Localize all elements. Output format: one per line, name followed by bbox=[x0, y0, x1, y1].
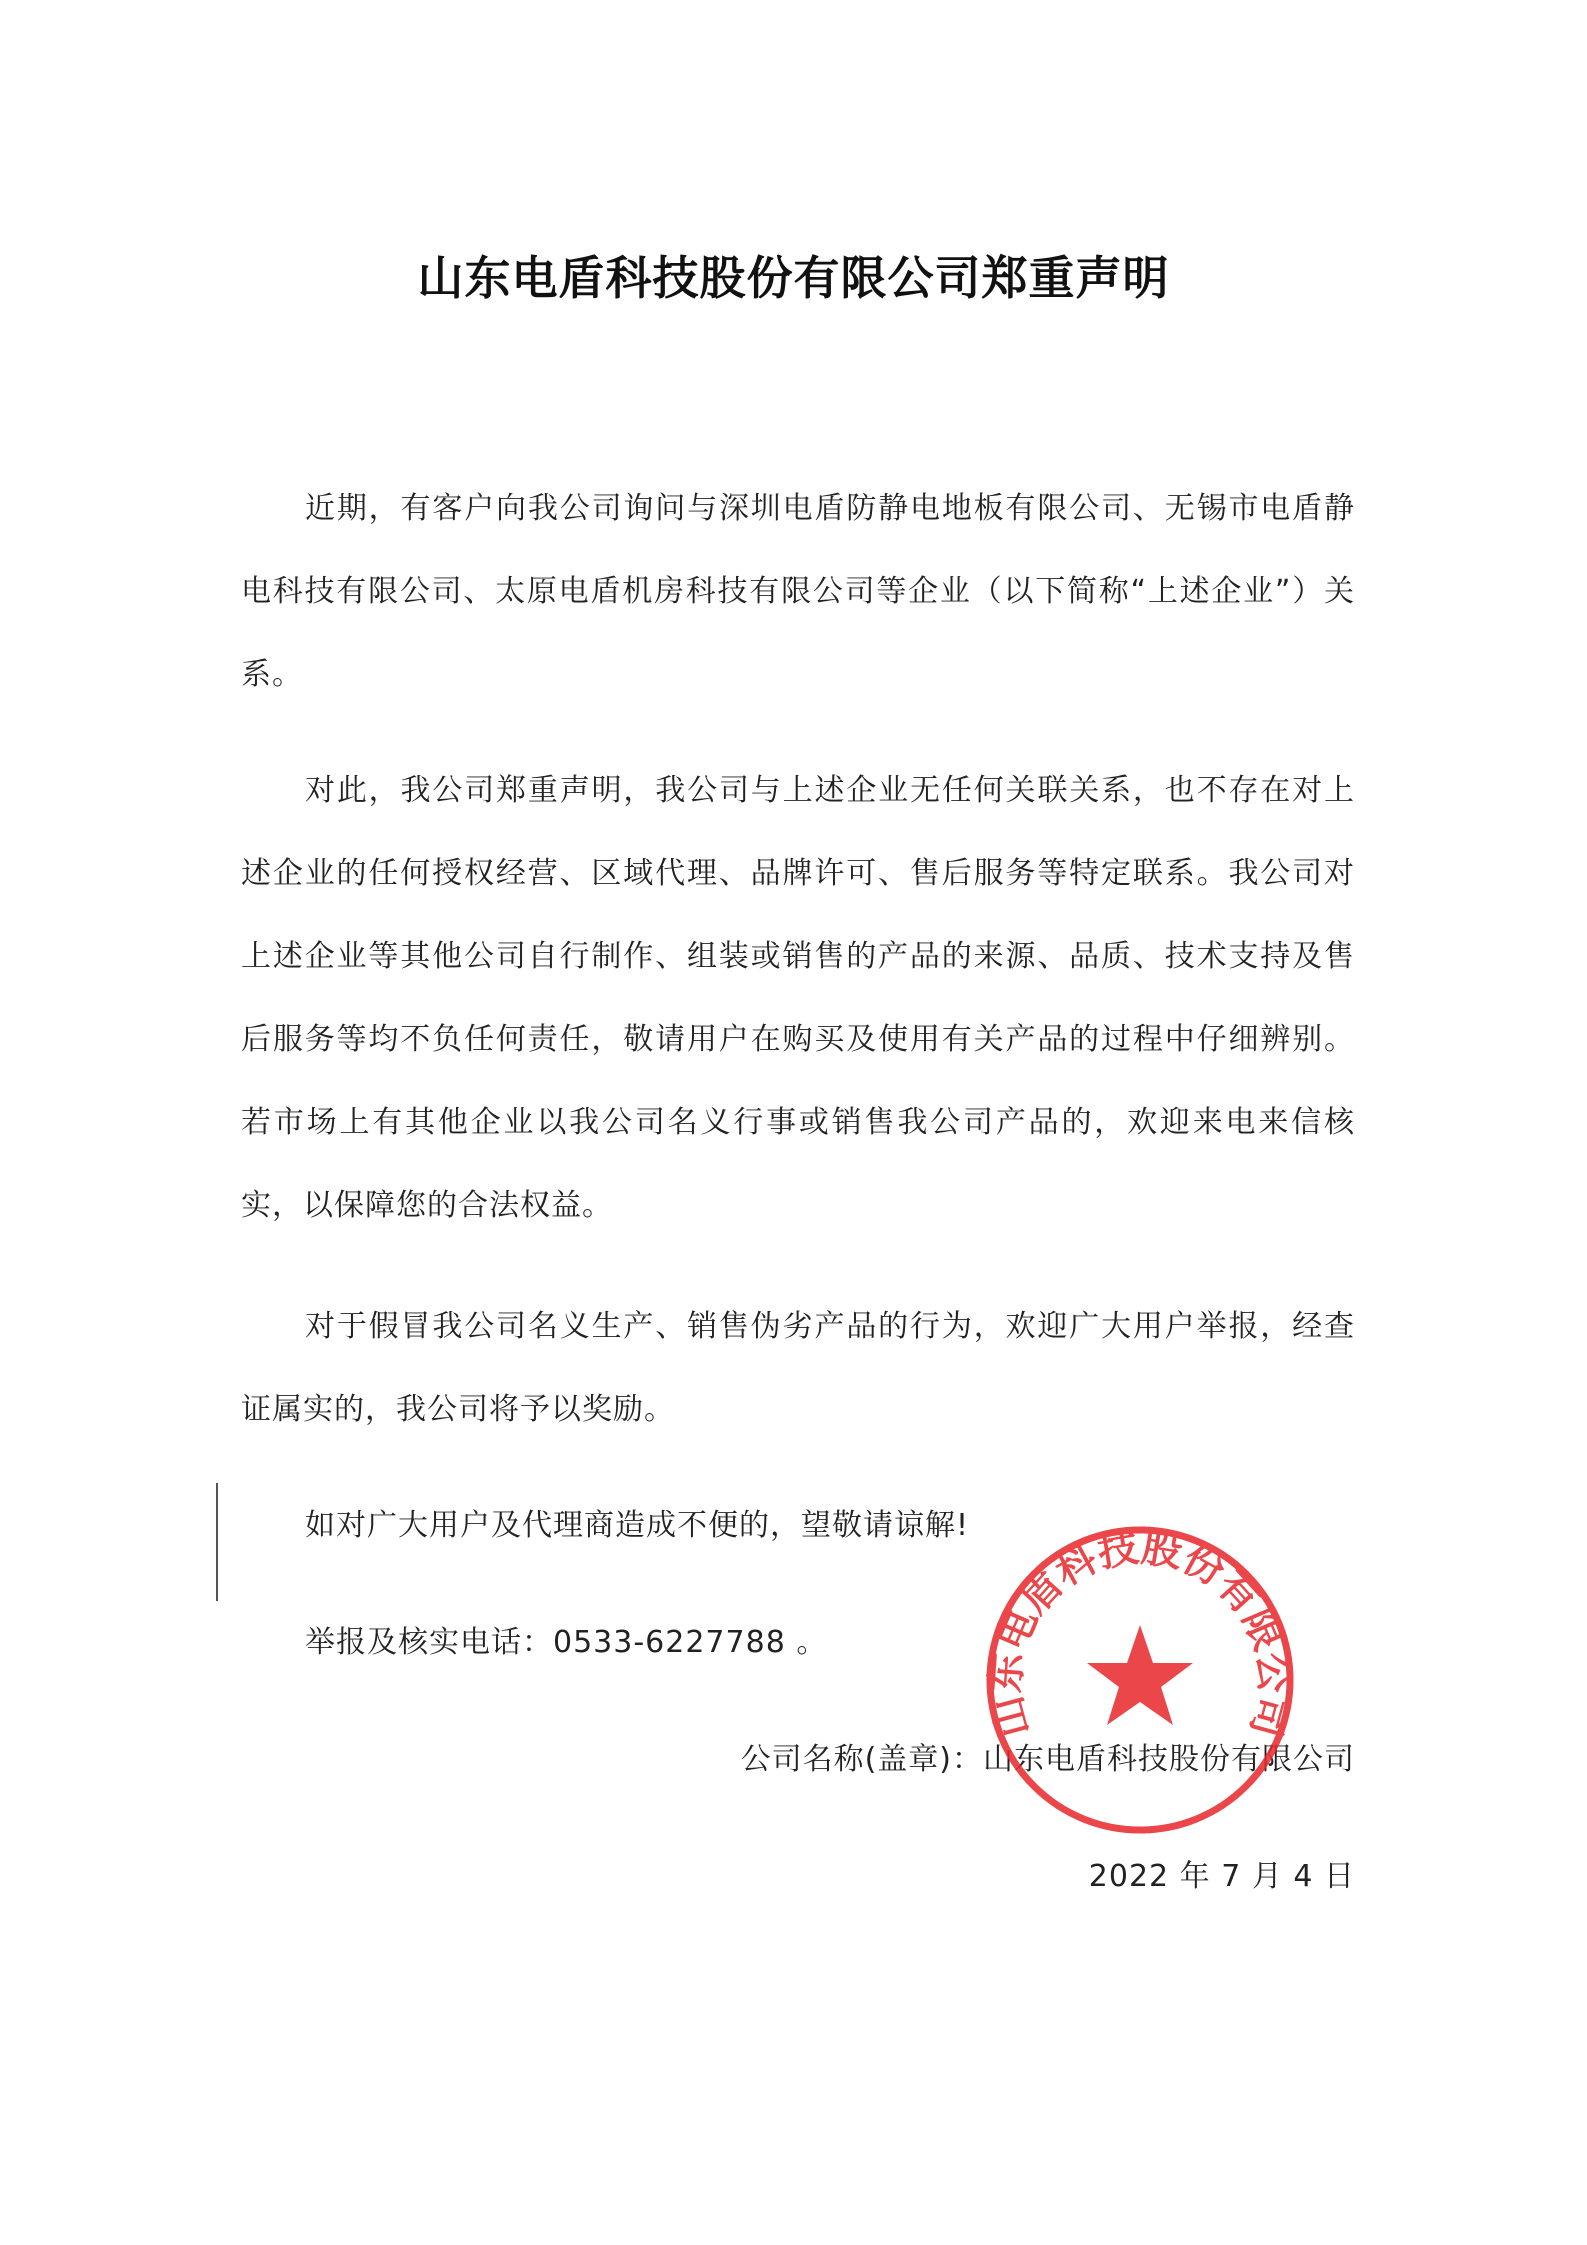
margin-divider bbox=[216, 1483, 218, 1601]
paragraph-apology: 如对广大用户及代理商造成不便的，望敬请谅解! bbox=[305, 1508, 970, 1543]
page-title: 山东电盾科技股份有限公司郑重声明 bbox=[417, 251, 1170, 305]
paragraph-hotline: 举报及核实电话：0533-6227788 。 bbox=[305, 1625, 828, 1660]
company-seal bbox=[980, 1520, 1300, 1840]
paragraph-inquiry: 近期，有客户向我公司询问与深圳电盾防静电地板有限公司、无锡市电盾静电科技有限公司、太原电盾机房科技有限公司等企业（以下简称“上述企业”）关系。 bbox=[241, 491, 1355, 692]
seal-text: 山东电盾科技股份有限公司 bbox=[981, 1523, 1299, 1743]
paragraph-declaration: 对此，我公司郑重声明，我公司与上述企业无任何关联关系，也不存在对上述企业的任何授权经营、区域代理、品牌许可、售后服务等特定联系。我公司对上述企业等其他公司自行制作、组装或销售的产品的来源、品质、技术支持及售后服务等均不负任何责任，敬请用户在购买及使用有关产品的过程中仔细辨别。若市场上有其他企业以我公司名义行事或销售我公司产品的，欢迎来电来信核实，以保障您的合法权益。 bbox=[241, 773, 1355, 1223]
star-icon bbox=[1087, 1625, 1193, 1725]
document-date: 2022 年 7 月 4 日 bbox=[1088, 1859, 1355, 1894]
paragraph-reward: 对于假冒我公司名义生产、销售伪劣产品的行为，欢迎广大用户举报，经查证属实的，我公司将予以奖励。 bbox=[241, 1309, 1355, 1427]
company-signature-line: 公司名称(盖章)：山东电盾科技股份有限公司 bbox=[740, 1742, 1355, 1777]
